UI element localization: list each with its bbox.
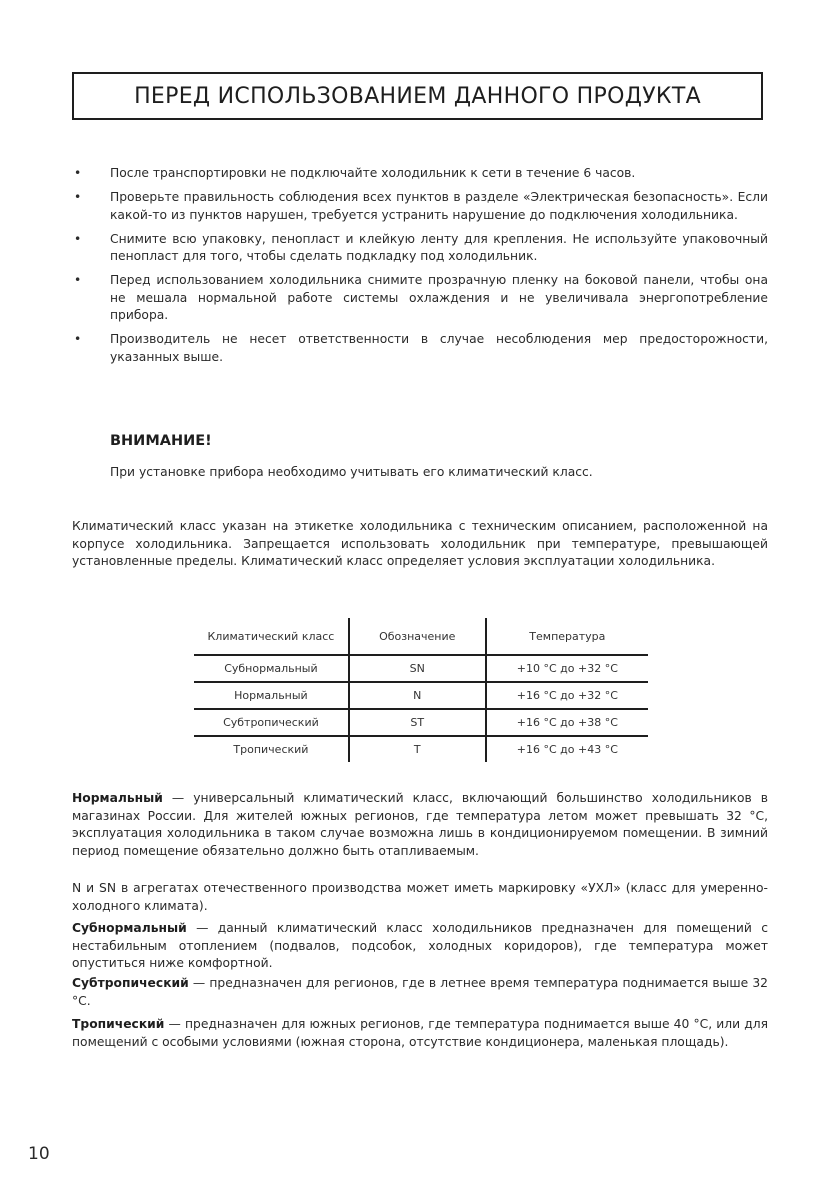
cell-designation: ST: [349, 709, 486, 736]
bullet-icon: •: [74, 190, 82, 204]
intro-paragraph: Климатический класс указан на этикетке холодильника с техническим описанием, расположенной на корпусе холодильника. Запрещается использовать холодильник при температуре, превышающей установленные пределы. Климатический класс определяет условия эксплуатации холодильника.: [72, 519, 768, 568]
column-header-class: Климатический класс: [194, 618, 349, 655]
column-header-temperature: Температура: [529, 629, 606, 643]
page-title: ПЕРЕД ИСПОЛЬЗОВАНИЕМ ДАННОГО ПРОДУКТА: [134, 83, 701, 109]
list-item: [72, 189, 768, 224]
bullet-icon: •: [74, 332, 82, 346]
list-item: [72, 231, 768, 266]
list-item-text: После транспортировки не подключайте холодильник к сети в течение 6 часов.: [110, 166, 636, 180]
table-row: [194, 682, 648, 709]
section-title-box: [72, 72, 763, 120]
description-text: — предназначен для южных регионов, где температура поднимается выше 40 °C, или для помещений с особыми условиями (южная сторона, отсутствие кондиционера, маленькая площадь).: [72, 1017, 768, 1049]
list-item: [72, 272, 768, 325]
cell-temperature: +10 °C до +32 °C: [486, 655, 648, 682]
bullet-icon: •: [74, 273, 82, 287]
column-header-designation: Обозначение: [349, 618, 486, 655]
description-subtropical: [72, 975, 768, 1010]
cell-temperature: +16 °C до +43 °C: [486, 736, 648, 762]
warning-text: При установке прибора необходимо учитывать его климатический класс.: [110, 465, 593, 479]
cell-temperature: +16 °C до +32 °C: [486, 682, 648, 709]
cell-class: Субтропический: [194, 709, 349, 736]
cell-class: Субнормальный: [194, 655, 349, 682]
description-tropical: [72, 1016, 768, 1051]
bullet-icon: •: [74, 166, 82, 180]
term-subtropical: Субтропический: [72, 976, 189, 990]
list-item: [72, 331, 768, 366]
description-text: — предназначен для регионов, где в летнее время температура поднимается выше 32 °C.: [72, 976, 768, 1008]
cell-designation: T: [349, 736, 486, 762]
description-marking: [72, 880, 768, 915]
description-normal: [72, 790, 768, 860]
description-text: — универсальный климатический класс, включающий большинство холодильников в магазинах России. Для жителей южных регионов, где температура летом может превышать 32 °C, эксплуатация холодильника в таком случае возможна лишь в кондиционируемом помещении. В зимний период помещение обязательно должно быть отапливаемым.: [72, 791, 768, 858]
cell-designation: N: [349, 682, 486, 709]
cell-designation: SN: [349, 655, 486, 682]
list-item: [72, 165, 768, 183]
cell-class: Нормальный: [194, 682, 349, 709]
list-item-text: Перед использованием холодильника снимите прозрачную пленку на боковой панели, чтобы она не мешала нормальной работе системы охлаждения и не увеличивала энергопотребление прибора.: [110, 273, 768, 322]
cell-temperature: +16 °C до +38 °C: [486, 709, 648, 736]
description-text: — данный климатический класс холодильников предназначен для помещений с нестабильным отоплением (подвалов, подсобок, холодных коридоров), где температура может опуститься ниже комфортной.: [72, 921, 768, 970]
precautions-list: [72, 165, 768, 373]
table-row: [194, 709, 648, 736]
description-subnormal: [72, 920, 768, 973]
table-header-row: [194, 618, 648, 655]
climate-class-table: [194, 618, 648, 762]
term-subnormal: Субнормальный: [72, 921, 187, 935]
page-number: 10: [28, 1144, 50, 1164]
list-item-text: Проверьте правильность соблюдения всех пунктов в разделе «Электрическая безопасность». Если какой-то из пунктов нарушен, требуется устранить нарушение до подключения холодильника.: [110, 190, 768, 222]
table-row: [194, 736, 648, 762]
term-tropical: Тропический: [72, 1017, 165, 1031]
list-item-text: Производитель не несет ответственности в случае несоблюдения мер предосторожности, указанных выше.: [110, 332, 768, 364]
cell-class: Тропический: [194, 736, 349, 762]
bullet-icon: •: [74, 231, 82, 246]
list-item-text: Снимите всю упаковку, пенопласт и клейкую ленту для крепления. Не используйте упаковочный пенопласт для того, чтобы сделать подкладку под холодильник.: [110, 231, 768, 263]
warning-heading: ВНИМАНИЕ!: [110, 433, 212, 449]
table-row: [194, 655, 648, 682]
term-normal: Нормальный: [72, 791, 163, 805]
description-text: N и SN в агрегатах отечественного производства может иметь маркировку «УХЛ» (класс для умеренно-холодного климата).: [72, 881, 768, 913]
